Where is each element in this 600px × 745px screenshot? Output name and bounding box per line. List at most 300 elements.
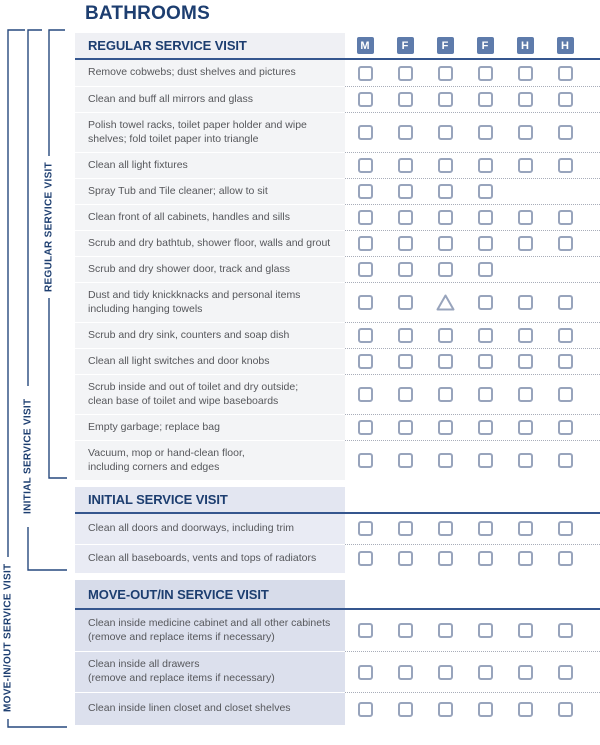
task-label bbox=[75, 651, 345, 692]
checkbox[interactable] bbox=[438, 665, 453, 680]
checkbox[interactable] bbox=[518, 453, 533, 468]
checkbox-group bbox=[345, 651, 600, 692]
checkbox-cell bbox=[505, 623, 545, 638]
checkbox-cell bbox=[505, 210, 545, 225]
checkbox[interactable] bbox=[478, 92, 493, 107]
checkbox-group bbox=[345, 60, 600, 86]
column-letter-m: M bbox=[357, 37, 374, 54]
checkbox[interactable] bbox=[518, 623, 533, 638]
checkbox-cell bbox=[345, 295, 385, 310]
checkbox-cell bbox=[425, 551, 465, 566]
checkbox[interactable] bbox=[358, 92, 373, 107]
checkbox-cell bbox=[385, 262, 425, 277]
checkbox[interactable] bbox=[358, 158, 373, 173]
checkbox-cell bbox=[425, 702, 465, 717]
column-letter-f: F bbox=[397, 37, 414, 54]
checkbox[interactable] bbox=[398, 66, 413, 81]
checkbox[interactable] bbox=[398, 184, 413, 199]
task-label-line: Scrub inside and out of toilet and dry outside; bbox=[88, 380, 299, 393]
checkbox[interactable] bbox=[478, 158, 493, 173]
checkbox-cell bbox=[385, 125, 425, 140]
checkbox-cell bbox=[425, 354, 465, 369]
checkbox[interactable] bbox=[478, 184, 493, 199]
section-header-initial bbox=[75, 487, 600, 514]
checkbox[interactable] bbox=[438, 328, 453, 343]
checkbox-cell bbox=[465, 623, 505, 638]
checkbox[interactable] bbox=[478, 551, 493, 566]
task-label bbox=[75, 178, 345, 204]
checkbox[interactable] bbox=[358, 387, 373, 402]
column-letter-h: H bbox=[557, 37, 574, 54]
checkbox[interactable] bbox=[558, 66, 573, 81]
checkbox[interactable] bbox=[398, 453, 413, 468]
section-header-regular bbox=[75, 33, 600, 60]
checkbox-cell bbox=[545, 328, 585, 343]
task-label bbox=[75, 60, 345, 86]
task-label-line: clean base of toilet and wipe baseboards bbox=[88, 394, 279, 407]
task-label-line: Clean inside all drawers bbox=[88, 658, 200, 671]
checkbox[interactable] bbox=[438, 387, 453, 402]
checkbox-cell bbox=[385, 295, 425, 310]
triangle-marker[interactable] bbox=[436, 294, 455, 311]
task-label bbox=[75, 152, 345, 178]
task-label bbox=[75, 610, 345, 651]
checkbox[interactable] bbox=[478, 328, 493, 343]
side-label-move-in-out-service-visit: MOVE-IN/OUT SERVICE VISIT bbox=[2, 563, 14, 713]
checkbox[interactable] bbox=[558, 158, 573, 173]
checkbox-cell bbox=[425, 521, 465, 536]
checkbox-cell bbox=[345, 158, 385, 173]
task-label bbox=[75, 86, 345, 112]
checkbox[interactable] bbox=[518, 521, 533, 536]
checkbox[interactable] bbox=[518, 354, 533, 369]
checkbox-cell bbox=[545, 125, 585, 140]
checkbox-cell bbox=[545, 665, 585, 680]
checkbox-cell bbox=[345, 125, 385, 140]
checkbox[interactable] bbox=[398, 92, 413, 107]
checkbox[interactable] bbox=[358, 702, 373, 717]
checkbox[interactable] bbox=[358, 295, 373, 310]
checkbox-group bbox=[345, 348, 600, 374]
checkbox-cell bbox=[505, 665, 545, 680]
checkbox[interactable] bbox=[358, 420, 373, 435]
checkbox[interactable] bbox=[358, 66, 373, 81]
checkbox-cell bbox=[425, 387, 465, 402]
checkbox[interactable] bbox=[438, 262, 453, 277]
checkbox-cell bbox=[425, 420, 465, 435]
checkbox-group bbox=[345, 414, 600, 440]
checkbox-group bbox=[345, 230, 600, 256]
task-label bbox=[75, 282, 345, 322]
checkbox[interactable] bbox=[398, 210, 413, 225]
checkbox[interactable] bbox=[518, 420, 533, 435]
checkbox-cell bbox=[385, 66, 425, 81]
checkbox-cell bbox=[505, 328, 545, 343]
checkbox[interactable] bbox=[558, 328, 573, 343]
task-label-line: Clean front of all cabinets, handles and sills bbox=[88, 210, 290, 223]
checkbox[interactable] bbox=[518, 702, 533, 717]
task-label bbox=[75, 112, 345, 152]
checkbox[interactable] bbox=[398, 354, 413, 369]
checkbox[interactable] bbox=[358, 453, 373, 468]
task-row bbox=[75, 651, 600, 692]
checkbox-group bbox=[345, 374, 600, 414]
checkbox[interactable] bbox=[398, 665, 413, 680]
task-label-line: Scrub and dry bathtub, shower floor, walls and grout bbox=[88, 236, 331, 249]
checkbox[interactable] bbox=[518, 92, 533, 107]
checkbox-cell bbox=[465, 354, 505, 369]
checkbox-cell bbox=[345, 92, 385, 107]
checkbox-cell bbox=[425, 294, 465, 311]
task-row bbox=[75, 60, 600, 86]
checkbox-group bbox=[345, 282, 600, 322]
checkbox-cell bbox=[465, 236, 505, 251]
checkbox-cell bbox=[505, 551, 545, 566]
checkbox[interactable] bbox=[518, 328, 533, 343]
checkbox[interactable] bbox=[518, 387, 533, 402]
checkbox-cell bbox=[505, 295, 545, 310]
task-label-line: Spray Tub and Tile cleaner; allow to sit bbox=[88, 184, 268, 197]
checkbox[interactable] bbox=[358, 623, 373, 638]
checkbox[interactable] bbox=[358, 210, 373, 225]
checkbox-cell bbox=[425, 158, 465, 173]
checkbox[interactable] bbox=[358, 184, 373, 199]
checkbox[interactable] bbox=[438, 210, 453, 225]
checkbox-cell bbox=[345, 551, 385, 566]
checkbox-cell bbox=[425, 125, 465, 140]
task-label bbox=[75, 414, 345, 440]
checkbox-cell bbox=[345, 354, 385, 369]
checkbox-cell bbox=[345, 387, 385, 402]
checkbox[interactable] bbox=[478, 623, 493, 638]
task-label bbox=[75, 204, 345, 230]
task-label-line: Scrub and dry shower door, track and glass bbox=[88, 262, 290, 275]
column-letter-f: F bbox=[437, 37, 454, 54]
checkbox[interactable] bbox=[438, 521, 453, 536]
checkbox[interactable] bbox=[478, 453, 493, 468]
checkbox[interactable] bbox=[358, 262, 373, 277]
checkbox[interactable] bbox=[518, 236, 533, 251]
checkbox[interactable] bbox=[438, 236, 453, 251]
checkbox[interactable] bbox=[398, 158, 413, 173]
checkbox[interactable] bbox=[438, 702, 453, 717]
checkbox[interactable] bbox=[478, 210, 493, 225]
checkbox-group bbox=[345, 112, 600, 152]
checkbox-cell bbox=[505, 236, 545, 251]
checkbox[interactable] bbox=[438, 66, 453, 81]
checkbox[interactable] bbox=[478, 665, 493, 680]
checkbox[interactable] bbox=[478, 702, 493, 717]
checkbox-cell bbox=[385, 551, 425, 566]
checkbox[interactable] bbox=[558, 551, 573, 566]
checkbox[interactable] bbox=[438, 158, 453, 173]
task-row bbox=[75, 322, 600, 348]
checkbox[interactable] bbox=[398, 702, 413, 717]
checkbox[interactable] bbox=[558, 665, 573, 680]
task-row bbox=[75, 282, 600, 322]
task-label bbox=[75, 544, 345, 574]
checkbox-cell bbox=[345, 66, 385, 81]
checkbox[interactable] bbox=[478, 236, 493, 251]
task-row bbox=[75, 374, 600, 414]
checkbox[interactable] bbox=[518, 295, 533, 310]
column-header-row bbox=[345, 33, 600, 58]
checkbox[interactable] bbox=[558, 521, 573, 536]
checkbox[interactable] bbox=[558, 420, 573, 435]
task-label-line: Clean and buff all mirrors and glass bbox=[88, 92, 253, 105]
checkbox[interactable] bbox=[518, 66, 533, 81]
task-label-line: including corners and edges bbox=[88, 460, 220, 473]
task-label-line: Clean all light switches and door knobs bbox=[88, 354, 270, 367]
checkbox-cell bbox=[425, 236, 465, 251]
checkbox[interactable] bbox=[358, 354, 373, 369]
task-label bbox=[75, 692, 345, 725]
checkbox-cell bbox=[465, 420, 505, 435]
checkbox-cell bbox=[385, 158, 425, 173]
checkbox[interactable] bbox=[558, 92, 573, 107]
checkbox-cell bbox=[345, 210, 385, 225]
checkbox-cell bbox=[465, 521, 505, 536]
checkbox-cell bbox=[425, 66, 465, 81]
checkbox-group bbox=[345, 178, 600, 204]
checkbox-cell bbox=[465, 665, 505, 680]
task-row bbox=[75, 692, 600, 725]
checkbox-cell bbox=[545, 354, 585, 369]
checkbox-cell bbox=[465, 453, 505, 468]
checkbox[interactable] bbox=[518, 158, 533, 173]
column-header-cell bbox=[505, 37, 545, 54]
task-row bbox=[75, 544, 600, 574]
checkbox-cell bbox=[385, 354, 425, 369]
checkbox[interactable] bbox=[398, 623, 413, 638]
checkbox-cell bbox=[385, 521, 425, 536]
checkbox[interactable] bbox=[518, 665, 533, 680]
checkbox-cell bbox=[465, 210, 505, 225]
task-row bbox=[75, 204, 600, 230]
task-row bbox=[75, 440, 600, 480]
checkbox[interactable] bbox=[558, 387, 573, 402]
checkbox-cell bbox=[545, 702, 585, 717]
checkbox[interactable] bbox=[438, 551, 453, 566]
checkbox-cell bbox=[505, 92, 545, 107]
checkbox-cell bbox=[465, 125, 505, 140]
checkbox-cell bbox=[545, 420, 585, 435]
checkbox[interactable] bbox=[478, 387, 493, 402]
checkbox-cell bbox=[345, 262, 385, 277]
checkbox[interactable] bbox=[438, 184, 453, 199]
task-label bbox=[75, 322, 345, 348]
checkbox[interactable] bbox=[478, 354, 493, 369]
checkbox[interactable] bbox=[358, 551, 373, 566]
checkbox-cell bbox=[465, 262, 505, 277]
checkbox[interactable] bbox=[358, 328, 373, 343]
checkbox-cell bbox=[425, 92, 465, 107]
task-row bbox=[75, 86, 600, 112]
task-row bbox=[75, 514, 600, 544]
checkbox[interactable] bbox=[438, 125, 453, 140]
task-row bbox=[75, 414, 600, 440]
checkbox[interactable] bbox=[398, 387, 413, 402]
checkbox[interactable] bbox=[558, 453, 573, 468]
checkbox-cell bbox=[545, 453, 585, 468]
checkbox-group bbox=[345, 440, 600, 480]
checkbox[interactable] bbox=[398, 262, 413, 277]
checkbox-cell bbox=[385, 236, 425, 251]
task-row bbox=[75, 230, 600, 256]
checkbox-cell bbox=[505, 66, 545, 81]
checkbox-cell bbox=[425, 262, 465, 277]
checkbox-cell bbox=[545, 623, 585, 638]
task-label-line: (remove and replace items if necessary) bbox=[88, 672, 275, 684]
checkbox[interactable] bbox=[558, 295, 573, 310]
task-label bbox=[75, 256, 345, 282]
task-label-line: Clean all light fixtures bbox=[88, 158, 188, 171]
checkbox-cell bbox=[385, 702, 425, 717]
task-label-line: Clean all doors and doorways, including trim bbox=[88, 521, 295, 534]
task-row bbox=[75, 256, 600, 282]
checkbox-cell bbox=[505, 521, 545, 536]
checkbox[interactable] bbox=[558, 623, 573, 638]
task-row bbox=[75, 152, 600, 178]
checkbox[interactable] bbox=[438, 453, 453, 468]
checkbox-cell bbox=[425, 623, 465, 638]
checkbox-cell bbox=[385, 184, 425, 199]
checkbox[interactable] bbox=[358, 236, 373, 251]
checkbox-cell bbox=[505, 702, 545, 717]
task-label-line: Dust and tidy knickknacks and personal items bbox=[88, 288, 301, 301]
checkbox-cell bbox=[345, 702, 385, 717]
checkbox-group bbox=[345, 544, 600, 574]
checkbox[interactable] bbox=[518, 125, 533, 140]
checkbox-cell bbox=[465, 551, 505, 566]
checkbox-cell bbox=[505, 354, 545, 369]
checkbox[interactable] bbox=[558, 210, 573, 225]
column-header-cell bbox=[425, 37, 465, 54]
task-label-line: Clean all baseboards, vents and tops of radiators bbox=[88, 551, 317, 564]
checkbox-cell bbox=[385, 210, 425, 225]
checkbox-cell bbox=[385, 453, 425, 468]
checkbox[interactable] bbox=[358, 521, 373, 536]
column-letter-f: F bbox=[477, 37, 494, 54]
section-header-label: REGULAR SERVICE VISIT bbox=[75, 33, 345, 58]
checkbox[interactable] bbox=[358, 665, 373, 680]
checkbox-cell bbox=[545, 66, 585, 81]
side-label-regular-service-visit: REGULAR SERVICE VISIT bbox=[43, 161, 55, 293]
checkbox[interactable] bbox=[438, 420, 453, 435]
task-label-line: Clean inside linen closet and closet shelves bbox=[88, 702, 291, 715]
checkbox[interactable] bbox=[398, 328, 413, 343]
checkbox-cell bbox=[545, 387, 585, 402]
checkbox[interactable] bbox=[438, 92, 453, 107]
checkbox[interactable] bbox=[478, 66, 493, 81]
checkbox-group bbox=[345, 86, 600, 112]
checkbox[interactable] bbox=[558, 702, 573, 717]
checkbox-cell bbox=[385, 665, 425, 680]
checkbox[interactable] bbox=[398, 521, 413, 536]
checkbox-cell bbox=[385, 328, 425, 343]
checkbox[interactable] bbox=[518, 551, 533, 566]
checkbox[interactable] bbox=[398, 295, 413, 310]
checkbox-group bbox=[345, 152, 600, 178]
task-label-line: Clean inside medicine cabinet and all other cabinets bbox=[88, 616, 331, 629]
checkbox[interactable] bbox=[398, 236, 413, 251]
checkbox-cell bbox=[385, 92, 425, 107]
checkbox-cell bbox=[545, 295, 585, 310]
checkbox[interactable] bbox=[478, 125, 493, 140]
checkbox-cell bbox=[425, 210, 465, 225]
checkbox[interactable] bbox=[478, 262, 493, 277]
checkbox-cell bbox=[465, 158, 505, 173]
side-label-initial-service-visit: INITIAL SERVICE VISIT bbox=[22, 398, 34, 515]
page-title: BATHROOMS bbox=[85, 3, 210, 24]
checkbox-group bbox=[345, 256, 600, 282]
checkbox-cell bbox=[425, 328, 465, 343]
task-label-line: (remove and replace items if necessary) bbox=[88, 630, 275, 643]
checkbox[interactable] bbox=[358, 125, 373, 140]
checkbox[interactable] bbox=[558, 125, 573, 140]
task-row bbox=[75, 348, 600, 374]
column-header-cell bbox=[465, 37, 505, 54]
checkbox-cell bbox=[345, 420, 385, 435]
checkbox-group bbox=[345, 610, 600, 651]
checkbox-cell bbox=[465, 387, 505, 402]
checkbox-cell bbox=[425, 184, 465, 199]
checkbox-cell bbox=[465, 328, 505, 343]
task-label bbox=[75, 348, 345, 374]
checkbox[interactable] bbox=[398, 125, 413, 140]
checkbox[interactable] bbox=[558, 354, 573, 369]
column-header-cell bbox=[385, 37, 425, 54]
checkbox-cell bbox=[425, 453, 465, 468]
column-header-row bbox=[345, 580, 600, 608]
checkbox[interactable] bbox=[478, 295, 493, 310]
task-label-line: Polish towel racks, toilet paper holder and wipe bbox=[88, 118, 307, 131]
task-label bbox=[75, 230, 345, 256]
checkbox[interactable] bbox=[438, 623, 453, 638]
checkbox-cell bbox=[545, 158, 585, 173]
checkbox[interactable] bbox=[478, 420, 493, 435]
checkbox[interactable] bbox=[558, 236, 573, 251]
checkbox-cell bbox=[545, 521, 585, 536]
checkbox-group bbox=[345, 514, 600, 544]
checkbox-cell bbox=[385, 623, 425, 638]
checkbox-cell bbox=[545, 551, 585, 566]
checkbox[interactable] bbox=[398, 551, 413, 566]
section-header-label: INITIAL SERVICE VISIT bbox=[75, 487, 345, 512]
checkbox-cell bbox=[505, 125, 545, 140]
task-row bbox=[75, 112, 600, 152]
column-header-row bbox=[345, 487, 600, 512]
task-label-line: shelves; fold toilet paper into triangle bbox=[88, 132, 259, 145]
checkbox-cell bbox=[545, 236, 585, 251]
task-label bbox=[75, 374, 345, 414]
task-label-line: Vacuum, mop or hand-clean floor, bbox=[88, 446, 245, 459]
checkbox-cell bbox=[345, 184, 385, 199]
checkbox-group bbox=[345, 322, 600, 348]
checkbox[interactable] bbox=[438, 354, 453, 369]
checkbox[interactable] bbox=[398, 420, 413, 435]
checkbox-cell bbox=[345, 328, 385, 343]
checkbox-cell bbox=[465, 702, 505, 717]
checkbox[interactable] bbox=[478, 521, 493, 536]
column-header-cell bbox=[345, 37, 385, 54]
task-row bbox=[75, 610, 600, 651]
section-gap bbox=[75, 480, 600, 487]
checkbox-cell bbox=[385, 420, 425, 435]
checkbox[interactable] bbox=[518, 210, 533, 225]
section-gap bbox=[75, 573, 600, 580]
checkbox-group bbox=[345, 204, 600, 230]
